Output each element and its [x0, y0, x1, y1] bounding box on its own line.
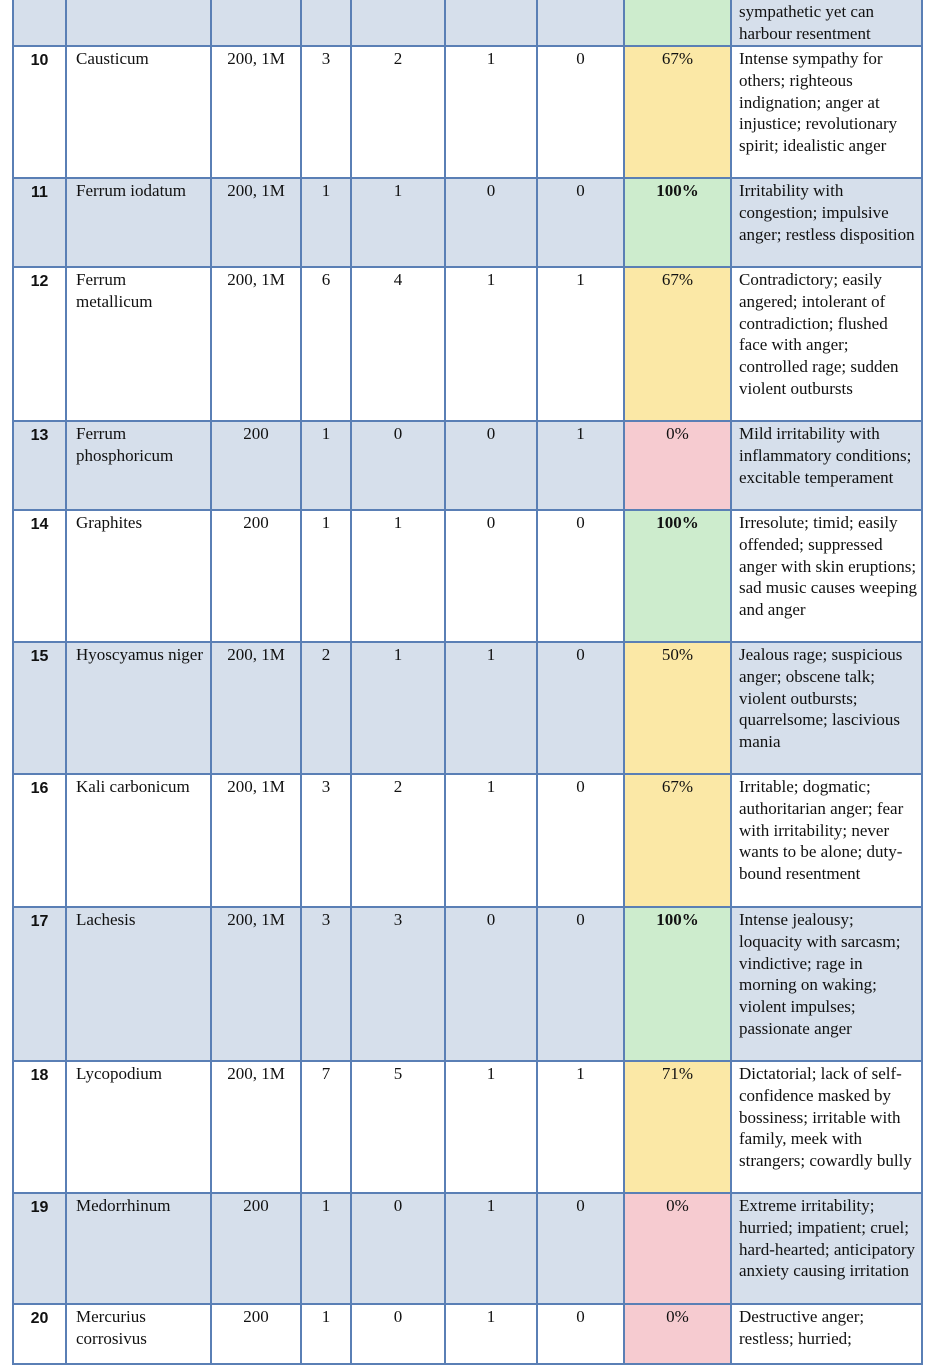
cell-potency: 200, 1M: [211, 267, 301, 421]
cell-name: Medorrhinum: [66, 1193, 211, 1304]
cell-name: Ferrum phosphoricum: [66, 421, 211, 510]
cell-count-3: 1: [445, 642, 537, 774]
cell-description: Irritable; dogmatic; authoritarian anger; fear with irritability; never wants to be alone; duty-bound resentment: [731, 774, 922, 907]
cell-count-1: [301, 0, 351, 46]
cell-name: Causticum: [66, 46, 211, 178]
cell-num: 20: [13, 1304, 66, 1364]
cell-description: Irritability with congestion; impulsive anger; restless disposition: [731, 178, 922, 267]
cell-percent: 100%: [624, 178, 731, 267]
cell-description: Contradictory; easily angered; intolerant of contradiction; flushed face with anger; controlled rage; sudden violent outbursts: [731, 267, 922, 421]
cell-count-2: [351, 0, 445, 46]
table-row: [13, 46, 922, 178]
cell-count-1: 1: [301, 421, 351, 510]
cell-count-1: 3: [301, 46, 351, 178]
cell-count-2: 0: [351, 1193, 445, 1304]
cell-count-4: 0: [537, 178, 624, 267]
cell-count-1: 3: [301, 907, 351, 1061]
cell-count-4: 0: [537, 510, 624, 642]
cell-count-4: [537, 0, 624, 46]
cell-name: Ferrum iodatum: [66, 178, 211, 267]
cell-num: [13, 0, 66, 46]
cell-potency: 200: [211, 421, 301, 510]
cell-count-2: 1: [351, 178, 445, 267]
cell-potency: 200, 1M: [211, 1061, 301, 1193]
cell-name: Kali carbonicum: [66, 774, 211, 907]
cell-potency: 200: [211, 510, 301, 642]
cell-potency: 200, 1M: [211, 774, 301, 907]
cell-percent: 0%: [624, 1193, 731, 1304]
cell-description: Extreme irritability; hurried; impatient; cruel; hard-hearted; anticipatory anxiety causing irritation: [731, 1193, 922, 1304]
cell-num: 18: [13, 1061, 66, 1193]
cell-potency: [211, 0, 301, 46]
cell-percent: 100%: [624, 907, 731, 1061]
cell-num: 19: [13, 1193, 66, 1304]
cell-count-3: 0: [445, 421, 537, 510]
cell-num: 10: [13, 46, 66, 178]
table-row: [13, 907, 922, 1061]
remedy-table: [12, 0, 923, 1365]
cell-count-2: 2: [351, 774, 445, 907]
cell-num: 16: [13, 774, 66, 907]
cell-num: 15: [13, 642, 66, 774]
table-row: [13, 1061, 922, 1193]
cell-name: [66, 0, 211, 46]
cell-num: 14: [13, 510, 66, 642]
cell-count-1: 3: [301, 774, 351, 907]
cell-name: Ferrum metallicum: [66, 267, 211, 421]
table-row-partial: [13, 0, 922, 46]
cell-num: 11: [13, 178, 66, 267]
cell-num: 13: [13, 421, 66, 510]
cell-count-4: 1: [537, 421, 624, 510]
cell-name: Lycopodium: [66, 1061, 211, 1193]
cell-name: Graphites: [66, 510, 211, 642]
cell-count-2: 1: [351, 642, 445, 774]
cell-count-3: 1: [445, 267, 537, 421]
cell-count-3: 1: [445, 1061, 537, 1193]
cell-percent: 71%: [624, 1061, 731, 1193]
cell-percent: 67%: [624, 774, 731, 907]
cell-num: 12: [13, 267, 66, 421]
cell-percent: 67%: [624, 267, 731, 421]
cell-percent: 0%: [624, 421, 731, 510]
cell-count-2: 0: [351, 1304, 445, 1364]
cell-count-2: 0: [351, 421, 445, 510]
cell-count-4: 0: [537, 907, 624, 1061]
cell-description: Dictatorial; lack of self-confidence masked by bossiness; irritable with family, meek with strangers; cowardly bully: [731, 1061, 922, 1193]
cell-description: Jealous rage; suspicious anger; obscene talk; violent outbursts; quarrelsome; lascivious mania: [731, 642, 922, 774]
cell-count-3: 1: [445, 1193, 537, 1304]
table-row: [13, 510, 922, 642]
cell-count-3: 1: [445, 774, 537, 907]
cell-count-4: 1: [537, 267, 624, 421]
cell-count-2: 1: [351, 510, 445, 642]
cell-count-4: 0: [537, 46, 624, 178]
cell-num: 17: [13, 907, 66, 1061]
cell-potency: 200, 1M: [211, 46, 301, 178]
cell-potency: 200, 1M: [211, 907, 301, 1061]
table-body: [13, 0, 922, 1364]
cell-count-1: 2: [301, 642, 351, 774]
cell-description: Irresolute; timid; easily offended; suppressed anger with skin eruptions; sad music causes weeping and anger: [731, 510, 922, 642]
cell-potency: 200, 1M: [211, 178, 301, 267]
cell-count-3: 1: [445, 1304, 537, 1364]
cell-description: Intense sympathy for others; righteous indignation; anger at injustice; revolutionary spirit; idealistic anger: [731, 46, 922, 178]
cell-count-4: 0: [537, 1304, 624, 1364]
table-row: [13, 421, 922, 510]
cell-description: Mild irritability with inflammatory conditions; excitable temperament: [731, 421, 922, 510]
table-row: [13, 1304, 922, 1364]
cell-count-3: 0: [445, 510, 537, 642]
cell-count-1: 1: [301, 178, 351, 267]
cell-count-4: 1: [537, 1061, 624, 1193]
cell-description: sympathetic yet can harbour resentment: [731, 0, 922, 46]
cell-potency: 200: [211, 1304, 301, 1364]
cell-percent: 0%: [624, 1304, 731, 1364]
cell-count-4: 0: [537, 642, 624, 774]
cell-count-1: 1: [301, 1304, 351, 1364]
cell-description: Intense jealousy; loquacity with sarcasm; vindictive; rage in morning on waking; violent impulses; passionate anger: [731, 907, 922, 1061]
table-row: [13, 267, 922, 421]
cell-percent: 100%: [624, 510, 731, 642]
cell-name: Hyoscyamus niger: [66, 642, 211, 774]
cell-percent: 50%: [624, 642, 731, 774]
cell-count-3: [445, 0, 537, 46]
cell-count-3: 0: [445, 178, 537, 267]
cell-percent: [624, 0, 731, 46]
table-row: [13, 178, 922, 267]
table-row: [13, 1193, 922, 1304]
cell-count-2: 5: [351, 1061, 445, 1193]
cell-count-2: 4: [351, 267, 445, 421]
table-row: [13, 774, 922, 907]
cell-count-4: 0: [537, 774, 624, 907]
cell-count-1: 1: [301, 510, 351, 642]
cell-count-1: 1: [301, 1193, 351, 1304]
cell-name: Lachesis: [66, 907, 211, 1061]
cell-count-2: 3: [351, 907, 445, 1061]
cell-count-1: 6: [301, 267, 351, 421]
cell-count-3: 0: [445, 907, 537, 1061]
cell-count-3: 1: [445, 46, 537, 178]
cell-name: Mercurius corrosivus: [66, 1304, 211, 1364]
cell-potency: 200, 1M: [211, 642, 301, 774]
cell-count-4: 0: [537, 1193, 624, 1304]
cell-percent: 67%: [624, 46, 731, 178]
table-row: [13, 642, 922, 774]
cell-count-2: 2: [351, 46, 445, 178]
cell-potency: 200: [211, 1193, 301, 1304]
cell-description: Destructive anger; restless; hurried;: [731, 1304, 922, 1364]
cell-count-1: 7: [301, 1061, 351, 1193]
